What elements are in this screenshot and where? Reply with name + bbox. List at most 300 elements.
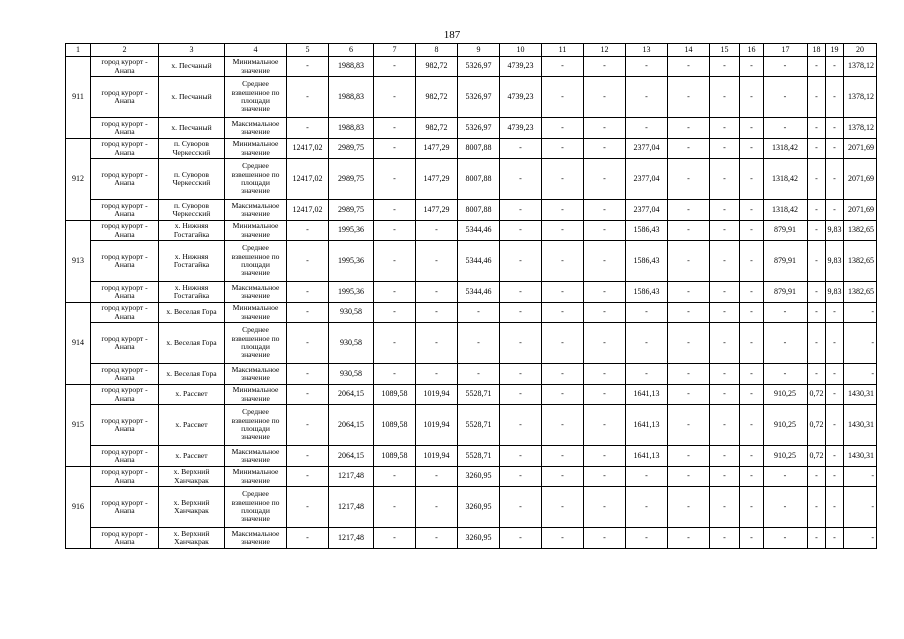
value-cell-col-19: - bbox=[826, 303, 844, 323]
table-row bbox=[66, 139, 877, 159]
page-number: 187 bbox=[443, 29, 461, 41]
value-cell-col-6: 1995,36 bbox=[329, 241, 374, 282]
value-cell-col-5: - bbox=[287, 446, 329, 467]
value-cell-col-15: - bbox=[710, 241, 740, 282]
value-cell-col-9: 5326,97 bbox=[458, 118, 500, 139]
value-cell-col-8: - bbox=[416, 282, 458, 303]
value-cell-col-5: - bbox=[287, 385, 329, 405]
value-cell-col-8: 982,72 bbox=[416, 118, 458, 139]
value-cell-col-17: 1318,42 bbox=[764, 159, 808, 200]
value-cell-col-20: 2071,69 bbox=[844, 200, 877, 221]
value-cell-col-10: - bbox=[500, 159, 542, 200]
value-cell-col-9: 5344,46 bbox=[458, 241, 500, 282]
value-cell-col-5: - bbox=[287, 241, 329, 282]
value-cell-col-6: 2064,15 bbox=[329, 385, 374, 405]
value-cell-col-14: - bbox=[668, 159, 710, 200]
value-cell-col-9: 8007,88 bbox=[458, 139, 500, 159]
municipality-cell: город курорт - Анапа bbox=[91, 282, 159, 303]
value-cell-col-12: - bbox=[584, 200, 626, 221]
value-type-cell: Максимальное значение bbox=[225, 528, 287, 549]
value-cell-col-17: - bbox=[764, 118, 808, 139]
value-cell-col-15: - bbox=[710, 57, 740, 77]
value-cell-col-13: 1641,13 bbox=[626, 405, 668, 446]
value-type-cell: Максимальное значение bbox=[225, 200, 287, 221]
value-cell-col-12: - bbox=[584, 446, 626, 467]
value-cell-col-7: - bbox=[374, 57, 416, 77]
value-cell-col-19: 9,83 bbox=[826, 221, 844, 241]
value-type-cell: Среднее взвешенное по площади значение bbox=[225, 487, 287, 528]
value-cell-col-17: 879,91 bbox=[764, 241, 808, 282]
value-cell-col-8: 1019,94 bbox=[416, 405, 458, 446]
settlement-cell: х. Песчаный bbox=[159, 118, 225, 139]
value-cell-col-11: - bbox=[542, 446, 584, 467]
value-cell-col-7: - bbox=[374, 77, 416, 118]
value-cell-col-12: - bbox=[584, 118, 626, 139]
value-cell-col-16: - bbox=[740, 487, 764, 528]
municipality-cell: город курорт - Анапа bbox=[91, 467, 159, 487]
value-cell-col-13: - bbox=[626, 118, 668, 139]
municipality-cell: город курорт - Анапа bbox=[91, 323, 159, 364]
value-cell-col-16: - bbox=[740, 118, 764, 139]
value-type-cell: Максимальное значение bbox=[225, 364, 287, 385]
value-cell-col-13: 1586,43 bbox=[626, 282, 668, 303]
value-cell-col-8: 1477,29 bbox=[416, 200, 458, 221]
value-cell-col-13: - bbox=[626, 303, 668, 323]
value-cell-col-15: - bbox=[710, 221, 740, 241]
value-cell-col-16: - bbox=[740, 364, 764, 385]
table-row bbox=[66, 385, 877, 405]
value-cell-col-8: - bbox=[416, 487, 458, 528]
record-number: 915 bbox=[66, 385, 91, 467]
value-cell-col-15: - bbox=[710, 200, 740, 221]
value-cell-col-12: - bbox=[584, 405, 626, 446]
value-cell-col-20: 1382,65 bbox=[844, 282, 877, 303]
value-cell-col-16: - bbox=[740, 282, 764, 303]
table-row bbox=[66, 323, 877, 364]
value-cell-col-18: - bbox=[808, 303, 826, 323]
value-cell-col-14: - bbox=[668, 364, 710, 385]
value-cell-col-7: 1089,58 bbox=[374, 405, 416, 446]
value-type-cell: Максимальное значение bbox=[225, 118, 287, 139]
value-cell-col-9: 3260,95 bbox=[458, 528, 500, 549]
value-cell-col-9: 5326,97 bbox=[458, 57, 500, 77]
value-cell-col-5: - bbox=[287, 467, 329, 487]
table-row bbox=[66, 467, 877, 487]
value-cell-col-5: 12417,02 bbox=[287, 200, 329, 221]
settlement-cell: х. Верхний Ханчакрак bbox=[159, 487, 225, 528]
value-cell-col-13: 1586,43 bbox=[626, 241, 668, 282]
value-cell-col-5: - bbox=[287, 303, 329, 323]
column-number-cell: 15 bbox=[710, 44, 740, 57]
value-cell-col-5: - bbox=[287, 405, 329, 446]
value-cell-col-12: - bbox=[584, 77, 626, 118]
value-cell-col-19: - bbox=[826, 77, 844, 118]
value-cell-col-20: 1378,12 bbox=[844, 57, 877, 77]
value-cell-col-13: - bbox=[626, 528, 668, 549]
municipality-cell: город курорт - Анапа bbox=[91, 364, 159, 385]
value-type-cell: Среднее взвешенное по площади значение bbox=[225, 405, 287, 446]
value-cell-col-7: - bbox=[374, 118, 416, 139]
value-cell-col-13: 2377,04 bbox=[626, 159, 668, 200]
value-cell-col-18: - bbox=[808, 118, 826, 139]
value-cell-col-13: - bbox=[626, 364, 668, 385]
value-type-cell: Среднее взвешенное по площади значение bbox=[225, 159, 287, 200]
value-cell-col-17: 1318,42 bbox=[764, 200, 808, 221]
value-cell-col-14: - bbox=[668, 446, 710, 467]
value-cell-col-10: - bbox=[500, 446, 542, 467]
value-cell-col-18: - bbox=[808, 467, 826, 487]
value-cell-col-11: - bbox=[542, 528, 584, 549]
value-cell-col-19: - bbox=[826, 57, 844, 77]
value-cell-col-9: 5344,46 bbox=[458, 221, 500, 241]
value-cell-col-18: 0,72 bbox=[808, 446, 826, 467]
value-cell-col-17: 879,91 bbox=[764, 282, 808, 303]
value-cell-col-16: - bbox=[740, 200, 764, 221]
value-cell-col-7: - bbox=[374, 467, 416, 487]
settlement-cell: х. Нижняя Гостагайка bbox=[159, 282, 225, 303]
value-cell-col-6: 1217,48 bbox=[329, 467, 374, 487]
municipality-cell: город курорт - Анапа bbox=[91, 139, 159, 159]
value-cell-col-10: 4739,23 bbox=[500, 77, 542, 118]
value-cell-col-17: - bbox=[764, 467, 808, 487]
column-number-cell: 8 bbox=[416, 44, 458, 57]
settlement-cell: х. Верхний Ханчакрак bbox=[159, 467, 225, 487]
value-cell-col-6: 2989,75 bbox=[329, 139, 374, 159]
value-cell-col-5: 12417,02 bbox=[287, 139, 329, 159]
value-cell-col-20: 1430,31 bbox=[844, 385, 877, 405]
value-type-cell: Минимальное значение bbox=[225, 57, 287, 77]
record-number: 912 bbox=[66, 139, 91, 221]
municipality-cell: город курорт - Анапа bbox=[91, 303, 159, 323]
value-cell-col-19: - bbox=[826, 446, 844, 467]
value-cell-col-20: 1430,31 bbox=[844, 446, 877, 467]
table-row bbox=[66, 221, 877, 241]
value-cell-col-10: - bbox=[500, 282, 542, 303]
value-cell-col-9: 5528,71 bbox=[458, 385, 500, 405]
value-cell-col-15: - bbox=[710, 323, 740, 364]
value-cell-col-8: 1477,29 bbox=[416, 139, 458, 159]
column-number-cell: 4 bbox=[225, 44, 287, 57]
value-cell-col-10: - bbox=[500, 467, 542, 487]
value-cell-col-18: 0,72 bbox=[808, 405, 826, 446]
column-number-cell: 6 bbox=[329, 44, 374, 57]
value-cell-col-10: - bbox=[500, 139, 542, 159]
column-number-cell: 13 bbox=[626, 44, 668, 57]
value-cell-col-9: 5326,97 bbox=[458, 77, 500, 118]
value-cell-col-19: - bbox=[826, 323, 844, 364]
table-row bbox=[66, 200, 877, 221]
value-cell-col-8: - bbox=[416, 241, 458, 282]
value-cell-col-20: - bbox=[844, 467, 877, 487]
value-cell-col-17: 910,25 bbox=[764, 405, 808, 446]
value-cell-col-11: - bbox=[542, 385, 584, 405]
value-cell-col-11: - bbox=[542, 487, 584, 528]
settlement-cell: п. Суворов Черкесский bbox=[159, 139, 225, 159]
settlement-cell: х. Веселая Гора bbox=[159, 303, 225, 323]
table-row bbox=[66, 528, 877, 549]
value-cell-col-16: - bbox=[740, 241, 764, 282]
value-type-cell: Минимальное значение bbox=[225, 303, 287, 323]
value-cell-col-14: - bbox=[668, 282, 710, 303]
table-row bbox=[66, 487, 877, 528]
value-cell-col-5: - bbox=[287, 487, 329, 528]
value-cell-col-11: - bbox=[542, 467, 584, 487]
value-cell-col-12: - bbox=[584, 364, 626, 385]
value-cell-col-10: - bbox=[500, 221, 542, 241]
value-cell-col-17: - bbox=[764, 77, 808, 118]
municipality-cell: город курорт - Анапа bbox=[91, 487, 159, 528]
value-cell-col-5: - bbox=[287, 323, 329, 364]
value-cell-col-19: - bbox=[826, 467, 844, 487]
value-cell-col-15: - bbox=[710, 487, 740, 528]
value-cell-col-15: - bbox=[710, 282, 740, 303]
value-cell-col-14: - bbox=[668, 200, 710, 221]
value-cell-col-15: - bbox=[710, 405, 740, 446]
value-cell-col-11: - bbox=[542, 57, 584, 77]
value-cell-col-20: 2071,69 bbox=[844, 159, 877, 200]
column-number-cell: 20 bbox=[844, 44, 877, 57]
value-cell-col-13: - bbox=[626, 323, 668, 364]
value-cell-col-12: - bbox=[584, 57, 626, 77]
table-row bbox=[66, 446, 877, 467]
table-row bbox=[66, 405, 877, 446]
value-cell-col-20: 1382,65 bbox=[844, 241, 877, 282]
value-cell-col-12: - bbox=[584, 303, 626, 323]
value-cell-col-20: - bbox=[844, 487, 877, 528]
value-cell-col-17: 1318,42 bbox=[764, 139, 808, 159]
value-cell-col-13: 2377,04 bbox=[626, 139, 668, 159]
value-cell-col-15: - bbox=[710, 118, 740, 139]
value-cell-col-14: - bbox=[668, 303, 710, 323]
value-cell-col-19: - bbox=[826, 159, 844, 200]
value-cell-col-5: - bbox=[287, 528, 329, 549]
value-cell-col-19: - bbox=[826, 385, 844, 405]
value-cell-col-20: - bbox=[844, 528, 877, 549]
value-cell-col-6: 1217,48 bbox=[329, 487, 374, 528]
value-cell-col-8: 982,72 bbox=[416, 77, 458, 118]
column-number-cell: 17 bbox=[764, 44, 808, 57]
settlement-cell: х. Рассвет bbox=[159, 405, 225, 446]
value-cell-col-15: - bbox=[710, 364, 740, 385]
table-row bbox=[66, 159, 877, 200]
value-cell-col-11: - bbox=[542, 221, 584, 241]
value-cell-col-16: - bbox=[740, 159, 764, 200]
value-cell-col-8: - bbox=[416, 528, 458, 549]
value-cell-col-12: - bbox=[584, 221, 626, 241]
value-cell-col-19: 9,83 bbox=[826, 282, 844, 303]
value-cell-col-18: - bbox=[808, 241, 826, 282]
value-cell-col-9: 5528,71 bbox=[458, 446, 500, 467]
cadastral-value-table bbox=[65, 43, 877, 549]
value-cell-col-15: - bbox=[710, 303, 740, 323]
value-cell-col-11: - bbox=[542, 405, 584, 446]
value-cell-col-15: - bbox=[710, 139, 740, 159]
column-number-cell: 14 bbox=[668, 44, 710, 57]
settlement-cell: х. Песчаный bbox=[159, 57, 225, 77]
value-cell-col-17: 879,91 bbox=[764, 221, 808, 241]
value-cell-col-20: 1430,31 bbox=[844, 405, 877, 446]
settlement-cell: х. Нижняя Гостагайка bbox=[159, 221, 225, 241]
value-type-cell: Минимальное значение bbox=[225, 221, 287, 241]
value-cell-col-11: - bbox=[542, 323, 584, 364]
value-cell-col-6: 2989,75 bbox=[329, 200, 374, 221]
value-cell-col-8: 982,72 bbox=[416, 57, 458, 77]
value-cell-col-7: - bbox=[374, 303, 416, 323]
value-cell-col-5: - bbox=[287, 364, 329, 385]
value-cell-col-20: 1382,65 bbox=[844, 221, 877, 241]
value-cell-col-13: 1641,13 bbox=[626, 446, 668, 467]
value-cell-col-7: 1089,58 bbox=[374, 446, 416, 467]
value-cell-col-6: 930,58 bbox=[329, 303, 374, 323]
value-cell-col-19: 9,83 bbox=[826, 241, 844, 282]
record-number: 911 bbox=[66, 57, 91, 139]
value-cell-col-18: - bbox=[808, 200, 826, 221]
column-number-cell: 12 bbox=[584, 44, 626, 57]
value-cell-col-18: - bbox=[808, 159, 826, 200]
value-cell-col-20: 2071,69 bbox=[844, 139, 877, 159]
value-cell-col-5: 12417,02 bbox=[287, 159, 329, 200]
value-cell-col-11: - bbox=[542, 139, 584, 159]
settlement-cell: п. Суворов Черкесский bbox=[159, 159, 225, 200]
value-cell-col-7: - bbox=[374, 241, 416, 282]
value-cell-col-14: - bbox=[668, 241, 710, 282]
column-number-cell: 2 bbox=[91, 44, 159, 57]
value-cell-col-7: - bbox=[374, 282, 416, 303]
value-cell-col-14: - bbox=[668, 385, 710, 405]
value-cell-col-12: - bbox=[584, 467, 626, 487]
value-cell-col-19: - bbox=[826, 139, 844, 159]
value-cell-col-17: - bbox=[764, 528, 808, 549]
value-cell-col-16: - bbox=[740, 528, 764, 549]
value-cell-col-17: 910,25 bbox=[764, 446, 808, 467]
municipality-cell: город курорт - Анапа bbox=[91, 159, 159, 200]
column-number-cell: 11 bbox=[542, 44, 584, 57]
value-cell-col-16: - bbox=[740, 385, 764, 405]
value-type-cell: Максимальное значение bbox=[225, 446, 287, 467]
municipality-cell: город курорт - Анапа bbox=[91, 221, 159, 241]
value-cell-col-10: - bbox=[500, 323, 542, 364]
value-cell-col-8: - bbox=[416, 303, 458, 323]
value-cell-col-9: 5528,71 bbox=[458, 405, 500, 446]
value-cell-col-6: 1988,83 bbox=[329, 118, 374, 139]
value-cell-col-18: - bbox=[808, 487, 826, 528]
value-cell-col-20: - bbox=[844, 323, 877, 364]
value-cell-col-9: 3260,95 bbox=[458, 487, 500, 528]
value-cell-col-13: 1641,13 bbox=[626, 385, 668, 405]
value-cell-col-10: 4739,23 bbox=[500, 57, 542, 77]
value-cell-col-19: - bbox=[826, 405, 844, 446]
value-cell-col-16: - bbox=[740, 221, 764, 241]
column-number-cell: 9 bbox=[458, 44, 500, 57]
value-cell-col-6: 2989,75 bbox=[329, 159, 374, 200]
value-cell-col-8: - bbox=[416, 221, 458, 241]
column-number-row bbox=[66, 44, 877, 57]
value-cell-col-7: - bbox=[374, 200, 416, 221]
settlement-cell: х. Песчаный bbox=[159, 77, 225, 118]
value-cell-col-15: - bbox=[710, 159, 740, 200]
value-cell-col-14: - bbox=[668, 221, 710, 241]
value-cell-col-7: - bbox=[374, 323, 416, 364]
value-cell-col-10: - bbox=[500, 405, 542, 446]
value-cell-col-10: - bbox=[500, 528, 542, 549]
value-cell-col-10: - bbox=[500, 487, 542, 528]
column-number-cell: 19 bbox=[826, 44, 844, 57]
value-cell-col-19: - bbox=[826, 200, 844, 221]
value-cell-col-15: - bbox=[710, 446, 740, 467]
value-cell-col-18: - bbox=[808, 364, 826, 385]
value-cell-col-20: - bbox=[844, 303, 877, 323]
value-cell-col-19: - bbox=[826, 528, 844, 549]
value-cell-col-16: - bbox=[740, 446, 764, 467]
value-cell-col-13: 2377,04 bbox=[626, 200, 668, 221]
value-cell-col-6: 1995,36 bbox=[329, 282, 374, 303]
value-cell-col-14: - bbox=[668, 77, 710, 118]
value-cell-col-20: 1378,12 bbox=[844, 118, 877, 139]
value-cell-col-12: - bbox=[584, 487, 626, 528]
value-type-cell: Минимальное значение bbox=[225, 385, 287, 405]
municipality-cell: город курорт - Анапа bbox=[91, 528, 159, 549]
value-cell-col-11: - bbox=[542, 303, 584, 323]
value-cell-col-11: - bbox=[542, 364, 584, 385]
value-cell-col-19: - bbox=[826, 364, 844, 385]
value-cell-col-5: - bbox=[287, 118, 329, 139]
record-number: 914 bbox=[66, 303, 91, 385]
municipality-cell: город курорт - Анапа bbox=[91, 57, 159, 77]
value-cell-col-17: - bbox=[764, 303, 808, 323]
value-cell-col-7: - bbox=[374, 159, 416, 200]
value-cell-col-20: - bbox=[844, 364, 877, 385]
value-cell-col-12: - bbox=[584, 385, 626, 405]
value-cell-col-14: - bbox=[668, 528, 710, 549]
settlement-cell: х. Веселая Гора bbox=[159, 364, 225, 385]
value-cell-col-18: - bbox=[808, 57, 826, 77]
column-number-cell: 10 bbox=[500, 44, 542, 57]
value-cell-col-8: - bbox=[416, 323, 458, 364]
value-cell-col-13: - bbox=[626, 57, 668, 77]
record-number: 913 bbox=[66, 221, 91, 303]
settlement-cell: х. Веселая Гора bbox=[159, 323, 225, 364]
value-cell-col-7: 1089,58 bbox=[374, 385, 416, 405]
value-cell-col-6: 930,58 bbox=[329, 323, 374, 364]
column-number-cell: 16 bbox=[740, 44, 764, 57]
value-cell-col-10: - bbox=[500, 385, 542, 405]
settlement-cell: х. Верхний Ханчакрак bbox=[159, 528, 225, 549]
column-number-cell: 3 bbox=[159, 44, 225, 57]
value-cell-col-13: - bbox=[626, 487, 668, 528]
value-cell-col-16: - bbox=[740, 139, 764, 159]
value-cell-col-10: - bbox=[500, 241, 542, 282]
value-cell-col-17: - bbox=[764, 364, 808, 385]
value-cell-col-17: 910,25 bbox=[764, 385, 808, 405]
value-cell-col-19: - bbox=[826, 118, 844, 139]
value-cell-col-12: - bbox=[584, 139, 626, 159]
column-number-cell: 7 bbox=[374, 44, 416, 57]
table-row bbox=[66, 282, 877, 303]
value-cell-col-18: - bbox=[808, 528, 826, 549]
value-cell-col-9: - bbox=[458, 303, 500, 323]
value-cell-col-16: - bbox=[740, 323, 764, 364]
municipality-cell: город курорт - Анапа bbox=[91, 385, 159, 405]
value-cell-col-13: - bbox=[626, 77, 668, 118]
value-cell-col-8: 1477,29 bbox=[416, 159, 458, 200]
value-cell-col-7: - bbox=[374, 364, 416, 385]
settlement-cell: х. Рассвет bbox=[159, 385, 225, 405]
value-cell-col-9: 8007,88 bbox=[458, 200, 500, 221]
value-cell-col-18: - bbox=[808, 282, 826, 303]
value-cell-col-8: 1019,94 bbox=[416, 446, 458, 467]
settlement-cell: х. Нижняя Гостагайка bbox=[159, 241, 225, 282]
settlement-cell: п. Суворов Черкесский bbox=[159, 200, 225, 221]
